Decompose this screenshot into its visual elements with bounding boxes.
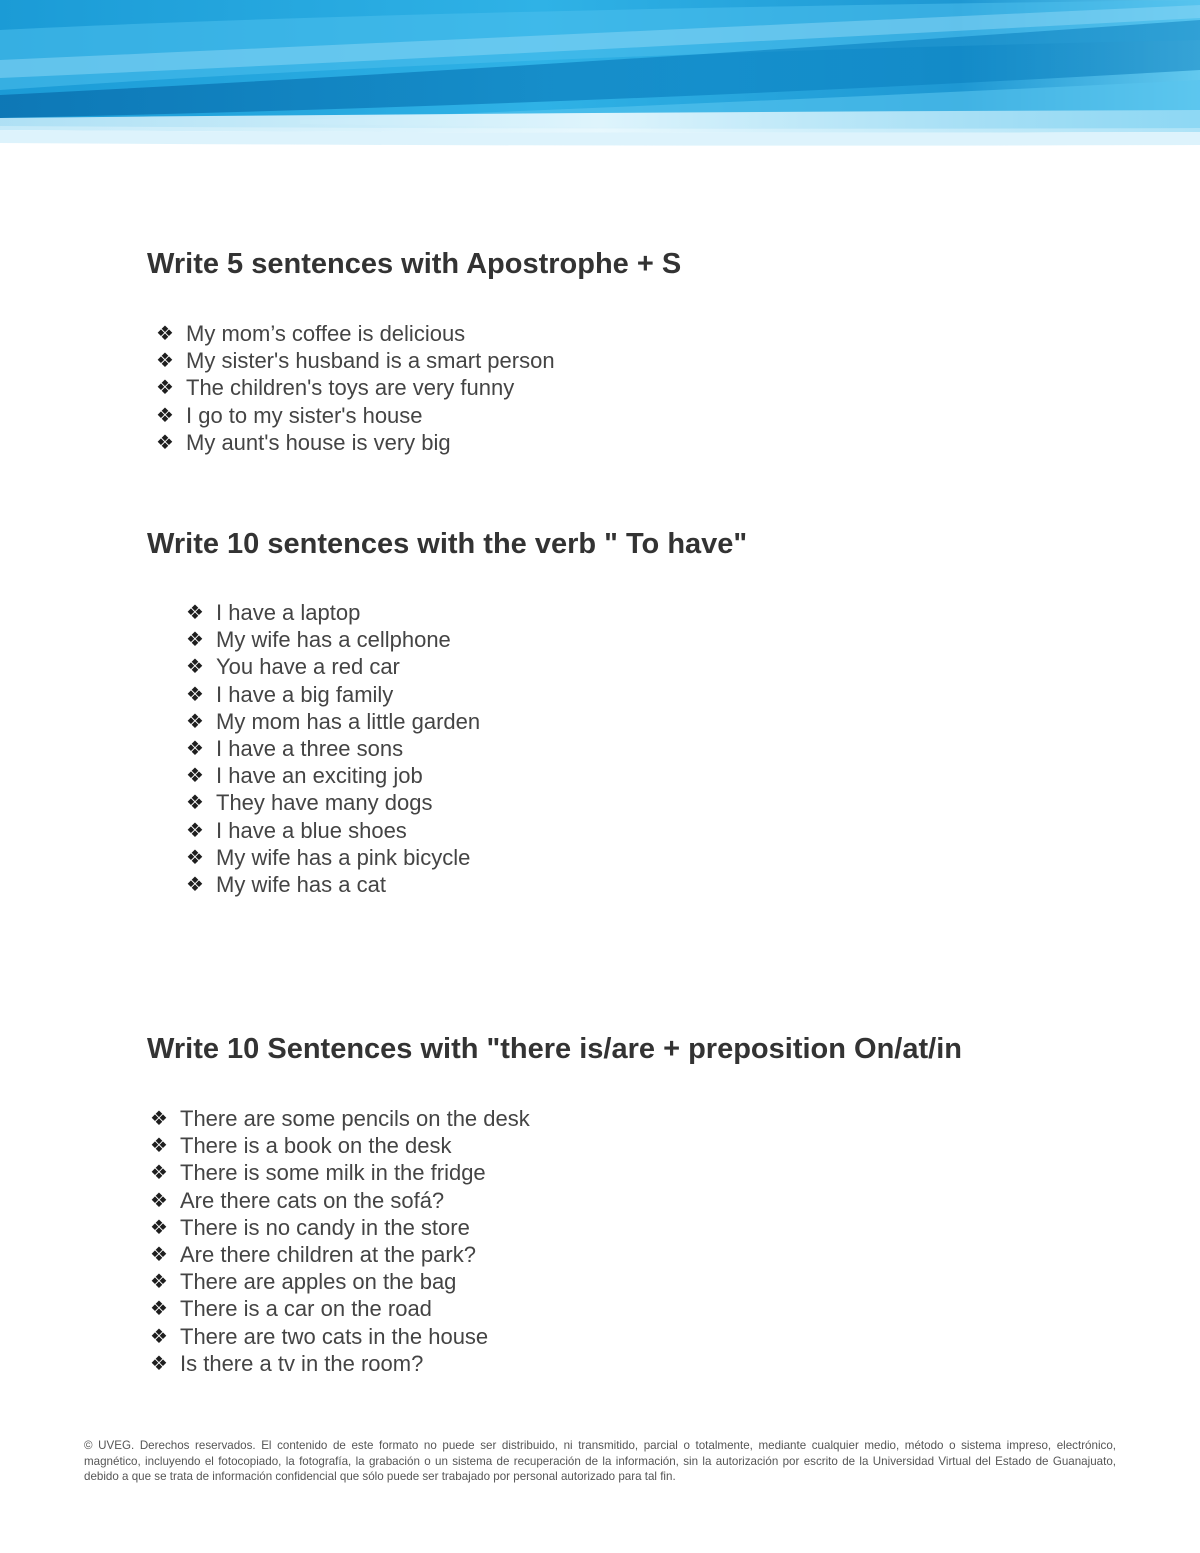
to-have-sentence-list [186, 599, 480, 898]
list-item [150, 1295, 530, 1322]
list-item [156, 429, 555, 456]
bullet-diamond-icon: ❖ [150, 1296, 168, 1321]
list-item [156, 320, 555, 347]
bullet-diamond-icon: ❖ [186, 871, 204, 896]
bullet-diamond-icon: ❖ [150, 1350, 168, 1375]
apostrophe-sentence-list [156, 320, 555, 456]
list-item-text: My mom’s coffee is delicious [186, 321, 466, 346]
list-item [186, 681, 480, 708]
list-item-text: There are some pencils on the desk [180, 1106, 530, 1131]
list-item-text: There are two cats in the house [180, 1323, 489, 1349]
bullet-diamond-icon: ❖ [156, 375, 174, 400]
section-heading-to-have: Write 10 sentences with the verb " To have" [147, 528, 748, 560]
bullet-diamond-icon: ❖ [186, 708, 204, 733]
bullet-diamond-icon: ❖ [186, 735, 204, 760]
list-item-text: My wife has a cat [216, 871, 386, 897]
list-item [186, 871, 480, 898]
bullet-diamond-icon: ❖ [150, 1214, 168, 1239]
bullet-diamond-icon: ❖ [150, 1269, 168, 1294]
list-item-text: Are there cats on the sofá? [180, 1187, 445, 1213]
list-item-text: I have a blue shoes [216, 817, 407, 843]
list-item-text: You have a red car [216, 654, 400, 680]
list-item [156, 374, 555, 401]
list-item [150, 1159, 530, 1186]
list-item [150, 1350, 530, 1377]
list-item [150, 1214, 530, 1241]
list-item [156, 402, 555, 429]
list-item-text: My wife has a pink bicycle [216, 844, 471, 870]
there-is-are-sentence-list [150, 1105, 530, 1377]
list-item-text: There is no candy in the store [180, 1214, 470, 1240]
list-item-text: They have many dogs [216, 790, 433, 816]
list-item-text: I have an exciting job [216, 763, 423, 789]
bullet-diamond-icon: ❖ [186, 763, 204, 788]
section-heading-apostrophe: Write 5 sentences with Apostrophe + S [147, 248, 682, 280]
list-item [150, 1323, 530, 1350]
bullet-diamond-icon: ❖ [150, 1160, 168, 1185]
list-item-text: There are apples on the bag [180, 1269, 457, 1295]
bullet-diamond-icon: ❖ [186, 681, 204, 706]
bullet-diamond-icon: ❖ [150, 1106, 168, 1130]
list-item-text: Is there a tv in the room? [180, 1350, 424, 1376]
list-item-text: The children's toys are very funny [186, 375, 515, 401]
bullet-diamond-icon: ❖ [186, 600, 204, 624]
list-item-text: My mom has a little garden [216, 708, 481, 734]
bullet-diamond-icon: ❖ [150, 1187, 168, 1212]
list-item [186, 844, 480, 871]
list-item [186, 762, 480, 789]
bullet-diamond-icon: ❖ [186, 844, 204, 869]
bullet-diamond-icon: ❖ [186, 790, 204, 815]
list-item [150, 1132, 530, 1159]
section-heading-there-is-are: Write 10 Sentences with "there is/are + preposition On/at/in [147, 1033, 962, 1065]
list-item [186, 599, 480, 626]
list-item-text: There is a car on the road [180, 1296, 432, 1322]
list-item-text: My sister's husband is a smart person [186, 348, 555, 374]
bullet-diamond-icon: ❖ [150, 1323, 168, 1348]
list-item [186, 653, 480, 680]
list-item [150, 1241, 530, 1268]
list-item-text: I have a three sons [216, 735, 404, 761]
list-item-text: My wife has a cellphone [216, 627, 451, 653]
list-item-text: There is some milk in the fridge [180, 1160, 486, 1186]
bullet-diamond-icon: ❖ [186, 817, 204, 842]
bullet-diamond-icon: ❖ [186, 654, 204, 679]
list-item [186, 817, 480, 844]
bullet-diamond-icon: ❖ [186, 627, 204, 652]
bullet-diamond-icon: ❖ [156, 348, 174, 373]
list-item [156, 347, 555, 374]
header-banner-graphic [0, 0, 1200, 150]
list-item [186, 735, 480, 762]
bullet-diamond-icon: ❖ [150, 1241, 168, 1266]
header-banner [0, 0, 1200, 150]
list-item [150, 1105, 530, 1132]
footer-copyright: © UVEG. Derechos reservados. El contenido de este formato no puede ser distribuido, ni transmitido, parcial o totalmente, mediante cualquier medio, método o sistema impreso, electrónico, magnético, incluyendo el fotocopiado, la fotografía, la grabación o un sistema de recuperación de la información, sin la autorización por escrito de la Universidad Virtual del Estado de Guanajuato, debido a que se trata de información confidencial que sólo puede ser trabajado por personal autorizado para tal fin. [84, 1439, 1116, 1484]
list-item [186, 789, 480, 816]
list-item [150, 1187, 530, 1214]
list-item [186, 626, 480, 653]
bullet-diamond-icon: ❖ [150, 1133, 168, 1158]
list-item-text: I have a laptop [216, 600, 361, 625]
bullet-diamond-icon: ❖ [156, 321, 174, 345]
list-item-text: I have a big family [216, 681, 394, 707]
list-item [150, 1268, 530, 1295]
bullet-diamond-icon: ❖ [156, 402, 174, 427]
list-item-text: There is a book on the desk [180, 1133, 452, 1159]
list-item [186, 708, 480, 735]
list-item-text: Are there children at the park? [180, 1241, 476, 1267]
bullet-diamond-icon: ❖ [156, 429, 174, 454]
list-item-text: My aunt's house is very big [186, 429, 451, 455]
list-item-text: I go to my sister's house [186, 402, 423, 428]
